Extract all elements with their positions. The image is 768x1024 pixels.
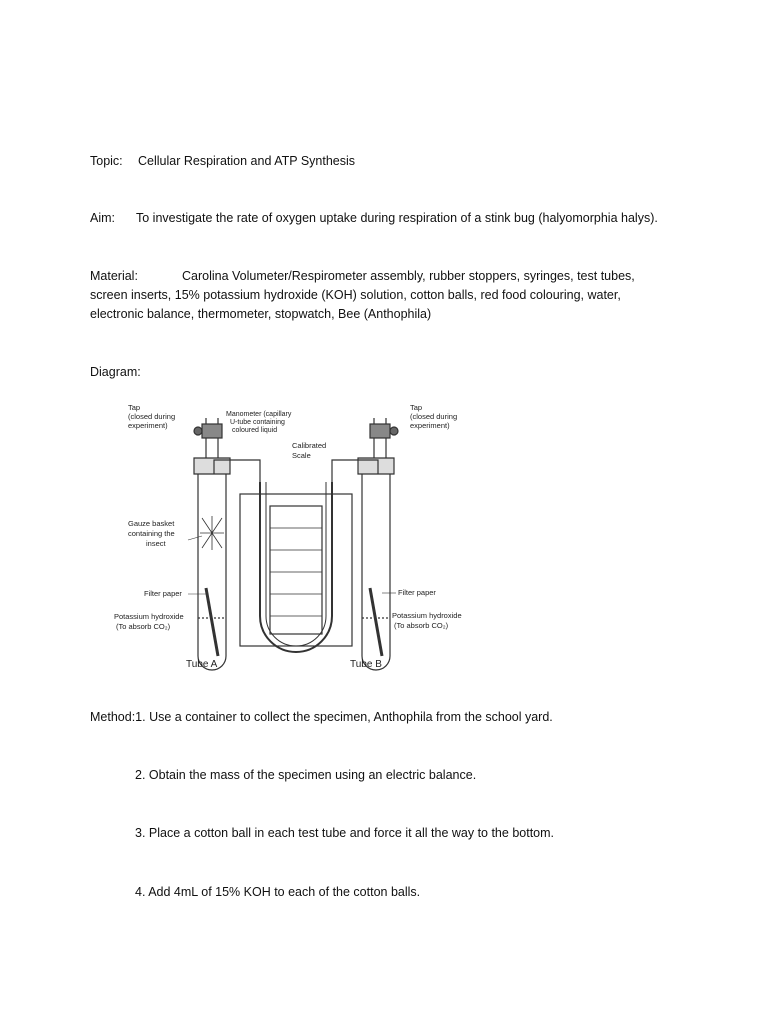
material-text-1: Carolina Volumeter/Respirometer assembly, rubber stoppers, syringes, test tubes, [182,269,635,283]
koh-left-label: Potassium hydroxide (To absorb CO₂) [114,612,184,631]
tube-a-label: Tube A [186,659,218,670]
respirometer-diagram [110,398,480,673]
tap-left-label: Tap (closed during experiment) [128,403,176,430]
gauze-leader [188,536,202,540]
koh-right-label: Potassium hydroxide (To absorb CO₂) [392,611,462,630]
stand [240,494,352,646]
manometer-label: Manometer (capillary U-tube containing coloured liquid [226,411,292,434]
method-label: Method: [90,710,136,724]
scale-label: Calibrated Scale [292,441,327,460]
aim-label: Aim: [90,211,115,225]
filter-left-label: Filter paper [144,589,182,598]
aim-line [90,209,658,228]
method-step-1: 1. Use a container to collect the specimen, Anthophila from the school yard. [135,710,553,724]
gauze-basket [200,516,224,550]
tube-a-outline [198,470,226,670]
tap-left-knob-icon [194,427,202,435]
filter-right-label: Filter paper [398,588,436,597]
tap-right-icon [370,424,390,438]
method-step-2: 2. Obtain the mass of the specimen using an electric balance. [135,768,477,782]
method-step-4: 4. Add 4mL of 15% KOH to each of the cotton balls. [135,885,421,899]
tap-right-label: Tap (closed during experiment) [410,403,458,430]
filter-paper-left [206,588,218,656]
material-line-1 [90,267,635,286]
filter-paper-right [370,588,382,656]
method-step-3: 3. Place a cotton ball in each test tube and force it all the way to the bottom. [135,826,555,840]
u-tube [260,482,332,652]
scale-ticks [270,528,322,616]
topic-text: Cellular Respiration and ATP Synthesis [138,154,356,168]
aim-text: To investigate the rate of oxygen uptake during respiration of a stink bug (halyomorphia halys). [136,211,658,225]
material-line-2: screen inserts, 15% potassium hydroxide (KOH) solution, cotton balls, red food colouring, water, [90,288,621,302]
calibrated-scale [270,506,322,634]
tube-b-outline [362,470,390,670]
u-tube-inner [266,482,326,646]
tap-left-icon [202,424,222,438]
tube-b-label: Tube B [350,659,382,670]
gauze-label: Gauze basket containing the insect [128,519,175,548]
material-line-3: electronic balance, thermometer, stopwatch, Bee (Anthophila) [90,307,432,321]
topic-label: Topic: [90,154,123,168]
topic-line [90,152,355,171]
method-line-1 [90,708,553,727]
material-label: Material: [90,269,138,283]
tap-right-knob-icon [390,427,398,435]
diagram-heading: Diagram: [90,365,141,379]
